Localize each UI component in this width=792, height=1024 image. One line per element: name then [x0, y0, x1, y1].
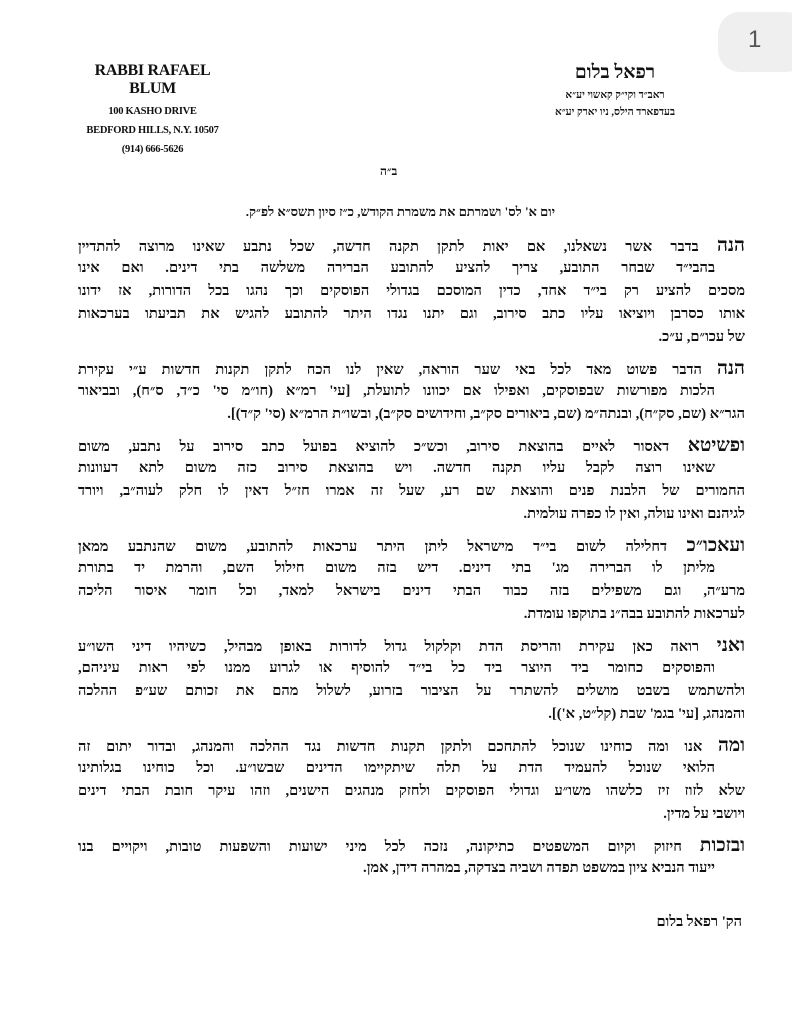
paragraph-line [78, 657, 745, 680]
english-name: RABBI RAFAEL BLUM [94, 62, 211, 97]
paragraph-line [78, 357, 745, 380]
paragraph-line [78, 257, 745, 280]
hebrew-location: בעדפארד הילס, ניו יארק יע״א [554, 107, 676, 118]
english-address-2: BEDFORD HILLS, N.Y. 10507 [86, 125, 219, 136]
line-text: הדבר פשוט מאד לכל באי שער הוראה, שאין לנו הכח לתקן תקנות חדשות ע״י עקירת [78, 362, 702, 378]
english-phone: (914) 666-5626 [121, 144, 184, 155]
paragraph-lead-word: ובזכות [699, 835, 745, 856]
line-text: ולהשתמש בשבט מושלים להשתרר על הציבור בזרוע, לשלול מהם את זכותם שע״פ ההלכה [78, 683, 745, 699]
paragraph-line [78, 234, 745, 257]
line-text: והמנהג, [עי' בגמ' שבת (קל״ט, א')]. [548, 706, 745, 722]
paragraph-line [78, 380, 745, 403]
paragraph-lead-word: ופשיטא [687, 435, 745, 456]
paragraph-line [78, 757, 745, 780]
paragraph-line [78, 834, 745, 857]
paragraph-line [78, 780, 745, 803]
paragraph [78, 634, 745, 726]
paragraph [78, 357, 745, 426]
letter-body [78, 234, 745, 888]
line-text: של עכו״ם, ע״כ. [658, 329, 745, 345]
line-text: חיזוק וקיום המשפטים כתיקונה, נזכה לכל מיני ישועות והשפעות טובות, ויקויים בנו [78, 839, 682, 855]
paragraph-line [78, 803, 745, 826]
paragraph-line [78, 603, 745, 626]
paragraph-line [78, 280, 745, 303]
line-text: אותו כסרבן ויוציאו עליו כתב סירוב, וגם יתנו נגדו היתר להתובע להגיש את תביעתו בערכאות [78, 306, 745, 322]
paragraph-line [78, 303, 745, 326]
paragraph-line [78, 680, 745, 703]
paragraph-line [78, 857, 745, 880]
paragraph-lead-word: ואני [716, 635, 745, 656]
line-text: לערכאות להתובע בבה״נ בתוקפו עומדת. [523, 606, 745, 622]
paragraph [78, 534, 745, 626]
paragraph-line [78, 457, 745, 480]
hebrew-letterhead [520, 62, 710, 118]
paragraph-line [78, 634, 745, 657]
line-text: ויושבי על מדין. [663, 806, 745, 822]
english-address-1: 100 KASHO DRIVE [108, 106, 197, 117]
line-text: ייעוד הנביא ציון במשפט תפדה ושביה בצדקה, במהרה דידן, אמן. [363, 860, 715, 876]
bh-heading: ב״ה [380, 164, 398, 178]
paragraph-line [78, 403, 745, 426]
paragraph-line [78, 734, 745, 757]
page-number: 1 [748, 26, 762, 53]
page-number-badge [718, 12, 792, 72]
hebrew-title: ראב״ד וקי״ק קאשוי יע״א [565, 90, 665, 101]
paragraph-lead-word: ומה [717, 735, 745, 756]
date-line: יום א' לס' ושמרתם את משמרת הקודש, כ״ז סיון תשס״א לפ״ק. [245, 204, 555, 219]
line-text: שלא לזוז זיז כלשהו משו״ע וגדולי הפוסקים ולחזק מנהגים הישנים, וזהו עיקר חובת הבתי דינים [78, 783, 745, 799]
line-text: דחלילה לשום בי״ד מישראל ליתן היתר ערכאות להתובע, משום שהנתבע ממאן [78, 539, 668, 555]
paragraph-lead-word: הנה [716, 358, 745, 379]
paragraph-line [78, 434, 745, 457]
paragraph-line [78, 326, 745, 349]
paragraph-line [78, 557, 745, 580]
line-text: אנו ומה כוחינו שנוכל להתחכם ולתקן תקנות חדשות נגד ההלכה והמנהג, ובדור יתום זה [78, 739, 703, 755]
line-text: הגר״א (שם, סק״ח), ובנתה״מ (שם, ביאורים סק״ב, וחידושים סק״ב), ובשו״ת הרמ״א (סי' ק״ד)]. [227, 406, 745, 422]
paragraph-lead-word: הנה [716, 235, 745, 256]
line-text: הלכות מפורשות שבפוסקים, ואפילו אם יכוונו לתועלת, [עי' רמ״א (חו״מ סי' כ״ד, ס״ח), ובביאור [78, 383, 715, 399]
paragraph-line [78, 580, 745, 603]
paragraph [78, 434, 745, 526]
line-text: מסכים להציע רק בי״ד אחד, כדין המוסכם בגדולי הפוסקים וכך נהגו בכל הדורות, אז ידונו [78, 283, 745, 299]
signature: הק' רפאל בלום [656, 914, 742, 930]
paragraph-line [78, 503, 745, 526]
line-text: בהבי״ד שבחר התובע, צריך להציע להתובע הברירה משלשה בתי דינים. ואם אינו [78, 260, 715, 276]
paragraph-lead-word: ועאכו״כ [686, 535, 745, 556]
line-text: בדבר אשר נשאלנו, אם יאות לתקן תקנה חדשה, שכל נתבע שאינו מרוצה להתדיין [78, 239, 699, 255]
line-text: הלואי שנוכל להעמיד הדת על תלה שיתקיימו הדינים שבשו״ע. וכל כוחינו בגלותינו [78, 760, 715, 776]
paragraph [78, 734, 745, 826]
hebrew-name: רפאל בלום [574, 62, 656, 83]
line-text: לגיהנם ואינו עולה, ואין לו כפרה עולמית. [523, 506, 745, 522]
line-text: שאינו רוצה לקבל עליו תקנה חדשה. ויש בהוצאת סירוב כזה משום לתא דעוונות [78, 460, 715, 476]
paragraph-line [78, 534, 745, 557]
line-text: דאסור לאיים בהוצאת סירוב, וכש״כ להוציא בפועל כתב סירוב על נתבע, משום [78, 439, 670, 455]
paragraph [78, 834, 745, 880]
line-text: החמורים של הלבנת פנים והוצאת שם רע, שעל זה אמרו חז״ל דאין לו חלק לעוה״ב, ויורד [78, 483, 745, 499]
english-letterhead [70, 62, 235, 155]
line-text: רואה כאן עקירת והריסת הדת וקלקול גדול לדורות באופן מבהיל, כשיהיו דיני השו״ע [78, 639, 700, 655]
paragraph-line [78, 703, 745, 726]
line-text: מרע״ה, וגם משפילים בזה כבוד הבתי דינים בישראל למאד, וכל חומר איסור הליכה [78, 583, 745, 599]
paragraph [78, 234, 745, 349]
line-text: והפוסקים כחומר ביד היוצר ביד כל בי״ד להוסיף או לגרוע ממנו לפי ראות עיניהם, [78, 660, 715, 676]
paragraph-line [78, 480, 745, 503]
line-text: מליתן לו הברירה מג' בתי דינים. דיש בזה משום חילול השם, והרמת יד בתורת [78, 560, 715, 576]
